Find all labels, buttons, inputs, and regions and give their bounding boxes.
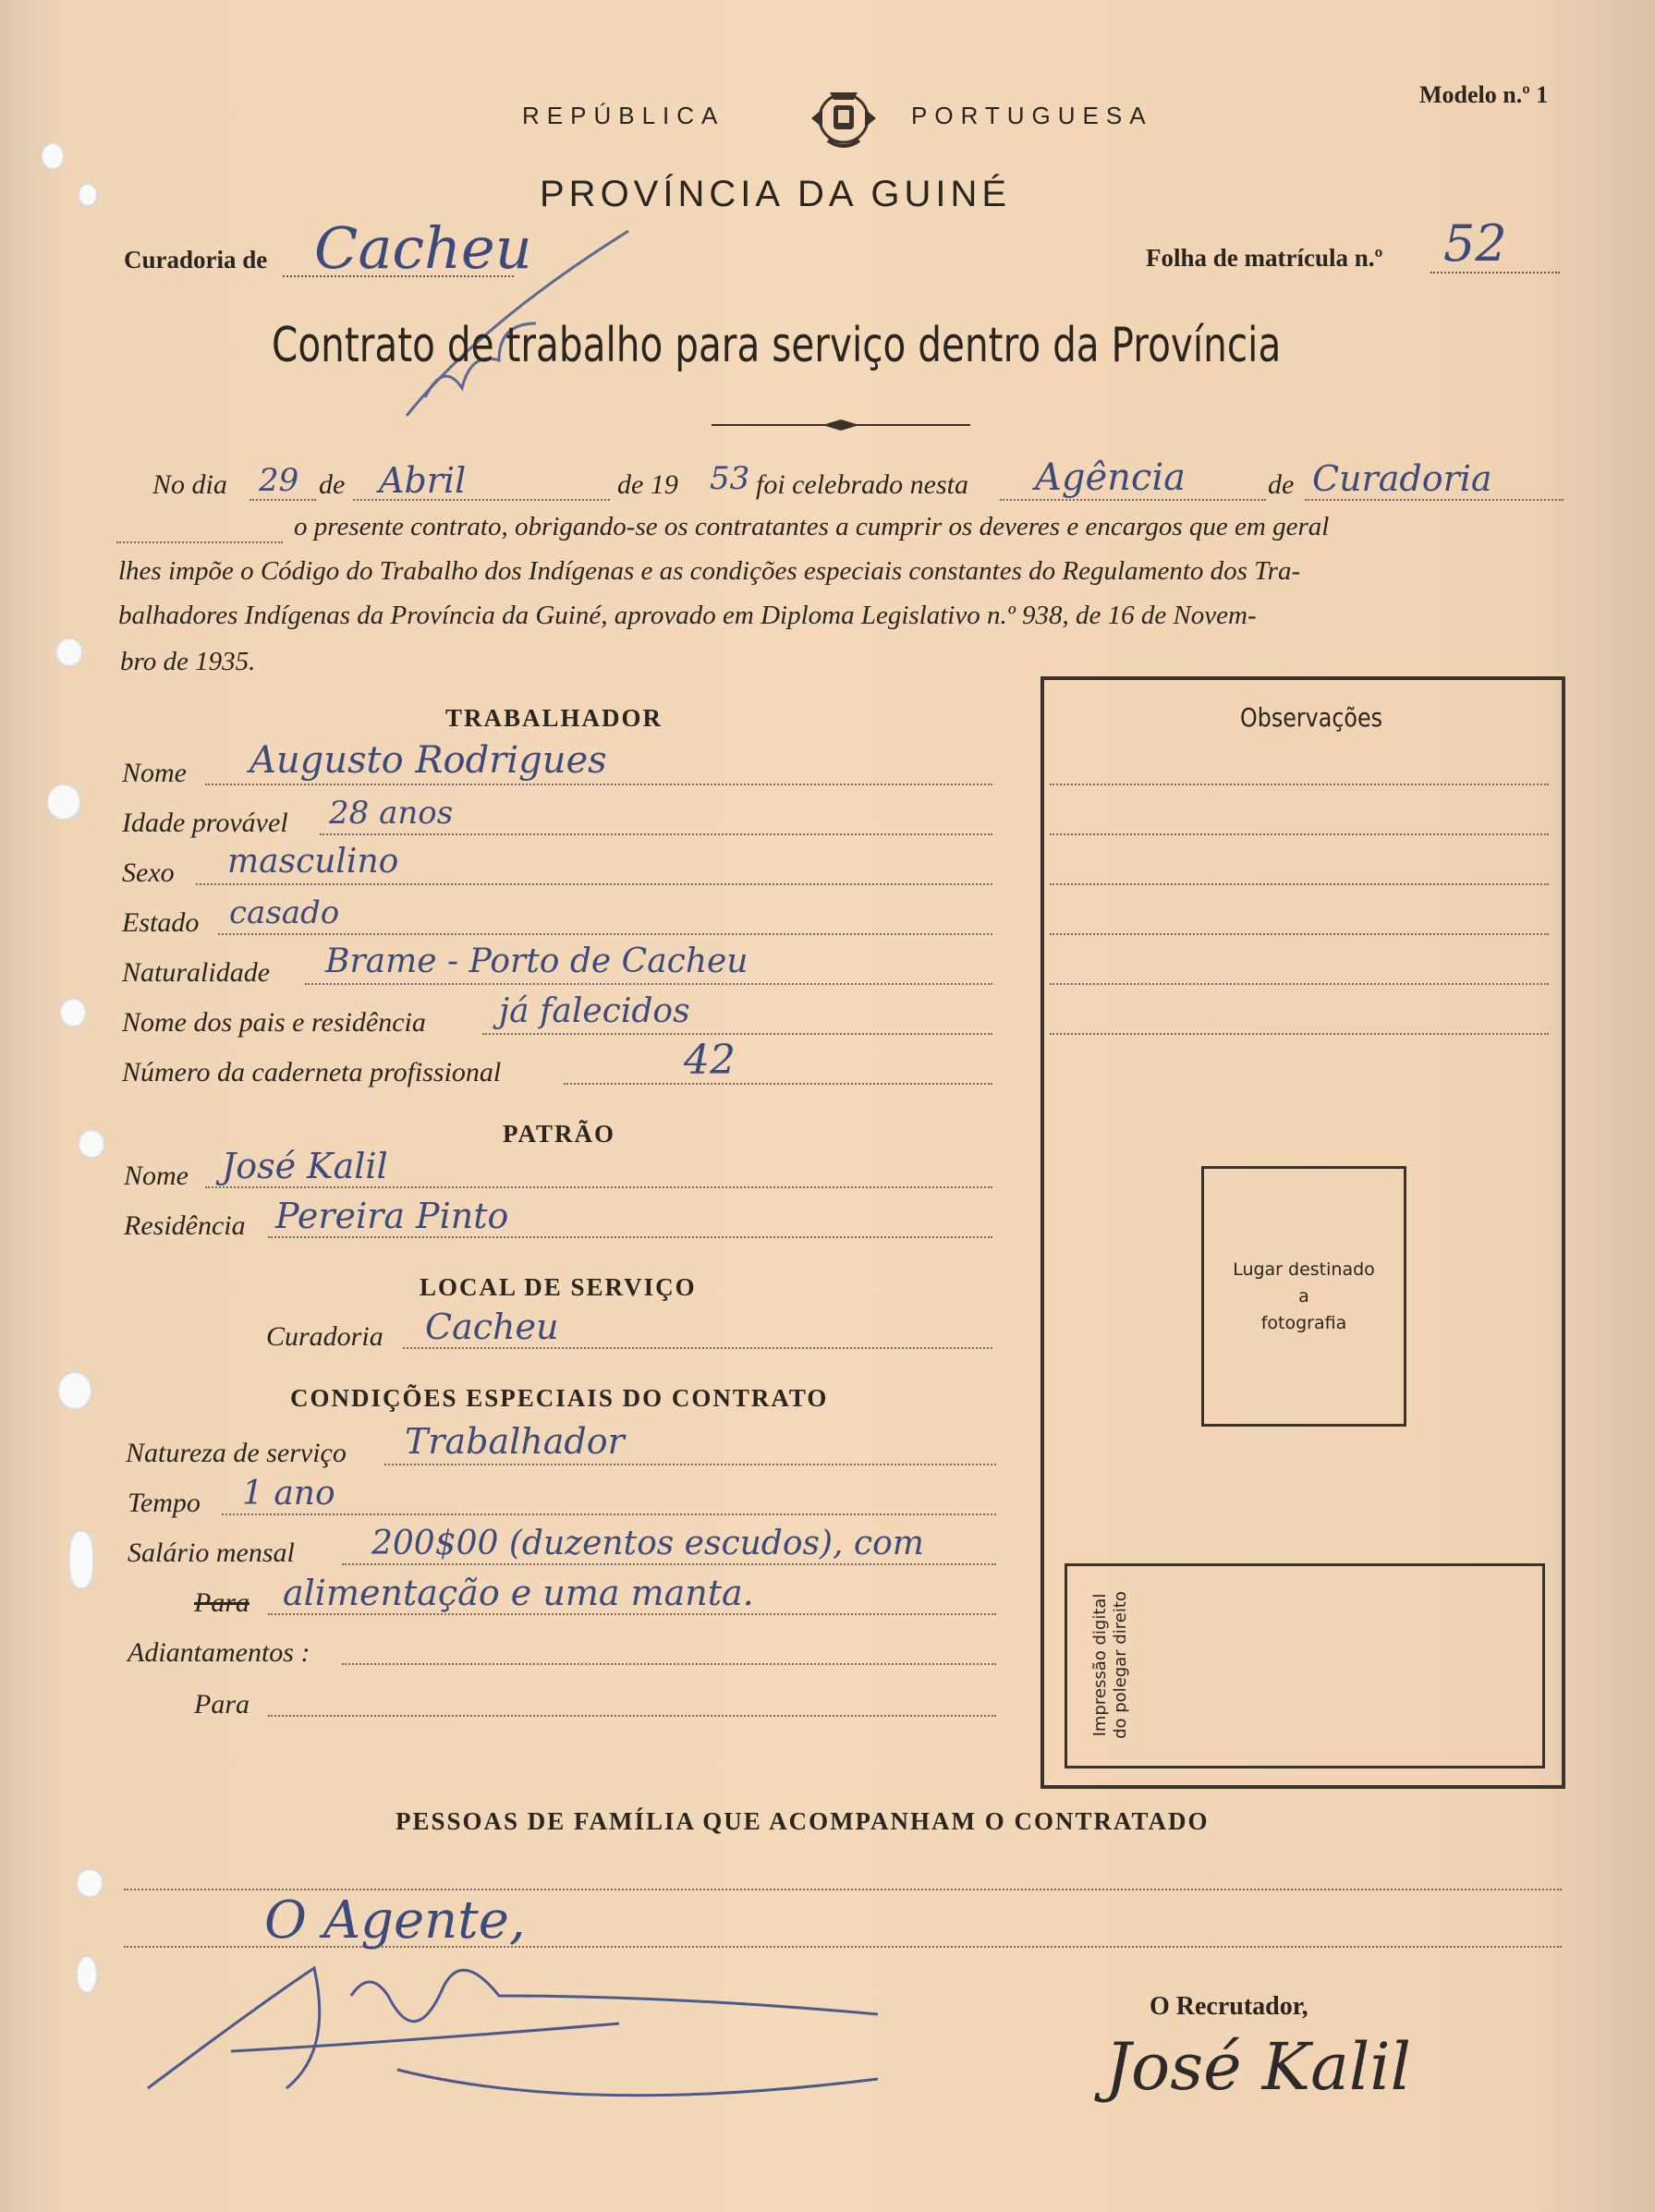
residencia-label: Residência [124, 1210, 246, 1241]
observacoes-line [1050, 784, 1549, 785]
modelo-number: Modelo n.º 1 [1419, 81, 1549, 108]
local-curadoria-field [403, 1347, 992, 1349]
place2-value: Curadoria [1312, 458, 1492, 499]
familia-title: PESSOAS DE FAMÍLIA QUE ACOMPANHAM O CONTRATADO [395, 1807, 1210, 1835]
curadoria-label: Curadoria de [124, 246, 268, 273]
para-value: alimentação e uma manta. [283, 1573, 754, 1613]
patrao-nome-label: Nome [124, 1161, 189, 1191]
pais-value: já falecidos [499, 992, 690, 1030]
place2-field [1305, 499, 1564, 501]
intro-line-4: balhadores Indígenas da Província da Guiné, aprovado em Diploma Legislativo n.º 938, de 16 de Novem- [118, 601, 1257, 630]
place-field [1000, 499, 1266, 501]
observacoes-line [1050, 1033, 1549, 1035]
photo-caption-line: a [1298, 1286, 1309, 1307]
para2-field [268, 1715, 996, 1717]
idade-label: Idade provável [122, 808, 288, 838]
folha-label: Folha de matrícula n.º [1146, 244, 1383, 272]
sexo-field [196, 883, 992, 885]
estado-label: Estado [122, 907, 200, 938]
patrao-nome-value: José Kalil [222, 1146, 388, 1186]
curadoria-value: Cacheu [314, 214, 532, 282]
nome-field [205, 784, 992, 785]
punch-hole [55, 638, 83, 667]
foi-label: foi celebrado nesta [756, 469, 968, 500]
residencia-value: Pereira Pinto [275, 1196, 509, 1236]
coat-of-arms-icon [802, 85, 885, 152]
residencia-field [268, 1236, 992, 1238]
place-value: Agência [1035, 456, 1186, 499]
intro-line-2: o presente contrato, obrigando-se os contratantes a cumprir os deveres e encargos que em geral [294, 512, 1330, 541]
estado-value: casado [229, 894, 340, 931]
intro-line-5: bro de 1935. [120, 647, 256, 676]
observacoes-line [1050, 883, 1549, 885]
fingerprint-caption-line: Impressão digital [1090, 1593, 1110, 1737]
punch-hole [41, 142, 65, 170]
caderneta-field [564, 1083, 992, 1085]
sexo-label: Sexo [122, 857, 175, 888]
idade-value: 28 anos [329, 795, 454, 832]
adiantamentos-field [342, 1663, 996, 1665]
patrao-nome-field [205, 1186, 992, 1188]
naturalidade-value: Brame - Porto de Cacheu [325, 942, 748, 980]
salario-field [342, 1563, 996, 1565]
para-field [268, 1613, 996, 1615]
local-curadoria-label: Curadoria [266, 1321, 383, 1352]
title-divider [712, 416, 970, 434]
pais-label: Nome dos pais e residência [122, 1007, 426, 1038]
salario-value: 200$00 (duzentos escudos), com [371, 1525, 924, 1562]
punch-hole [59, 998, 87, 1027]
observacoes-line [1050, 833, 1549, 835]
caderneta-label: Número da caderneta profissional [122, 1057, 502, 1088]
condicoes-title: CONDIÇÕES ESPECIAIS DO CONTRATO [290, 1384, 829, 1412]
nome-value: Augusto Rodrigues [249, 739, 607, 782]
no-dia-label: No dia [152, 469, 227, 500]
observacoes-title: Observações [1240, 702, 1383, 733]
estado-field [218, 933, 992, 935]
punch-hole [57, 1371, 92, 1410]
agente-label: O Agente, [264, 1890, 526, 1951]
punch-hole [76, 1955, 98, 1994]
natureza-field [384, 1464, 996, 1465]
republica-left: REPÚBLICA [522, 102, 725, 129]
local-title: LOCAL DE SERVIÇO [420, 1273, 697, 1301]
contract-title: Contrato de trabalho para serviço dentro da Província [272, 318, 1282, 373]
intro-line-3: lhes impõe o Código do Trabalho dos Indígenas e as condições especiais constantes do Regulamento dos Tra- [118, 556, 1301, 586]
fingerprint-caption [1090, 1573, 1131, 1757]
fingerprint-caption-line: do polegar direito [1111, 1591, 1130, 1739]
natureza-value: Trabalhador [405, 1421, 625, 1462]
patrao-title: PATRÃO [503, 1120, 615, 1148]
photo-caption [1201, 1257, 1406, 1337]
natureza-label: Natureza de serviço [126, 1438, 347, 1468]
photo-caption-line: fotografia [1260, 1313, 1347, 1333]
para2-label: Para [194, 1689, 249, 1720]
fingerprint-box [1065, 1563, 1545, 1768]
day-field [249, 499, 316, 501]
blank-line [116, 541, 283, 543]
pais-field [482, 1033, 992, 1035]
photo-caption-line: Lugar destinado [1233, 1259, 1375, 1280]
observacoes-line [1050, 983, 1549, 985]
recrutador-signature: José Kalil [1105, 2029, 1411, 2105]
punch-hole [78, 183, 98, 207]
de-label-2: de [1268, 469, 1295, 500]
adiantamentos-label: Adiantamentos : [128, 1637, 310, 1668]
month-value: Abril [379, 460, 467, 501]
de-19-label: de 19 [617, 469, 678, 500]
recrutador-label: O Recrutador, [1150, 1992, 1308, 2021]
idade-field [320, 833, 992, 835]
folha-value: 52 [1443, 214, 1507, 273]
sexo-value: masculino [227, 843, 399, 881]
de-label-1: de [319, 469, 346, 500]
punch-hole [46, 784, 81, 820]
nome-label: Nome [122, 758, 187, 788]
tempo-label: Tempo [128, 1488, 201, 1518]
naturalidade-field [305, 983, 992, 985]
province-title: PROVÍNCIA DA GUINÉ [540, 174, 1012, 214]
salario-label: Salário mensal [128, 1537, 295, 1568]
day-value: 29 [259, 462, 299, 499]
caderneta-value: 42 [684, 1037, 736, 1084]
local-curadoria-value: Cacheu [425, 1307, 559, 1347]
tempo-field [222, 1513, 996, 1515]
para-label: Para [194, 1587, 249, 1618]
agente-signature [120, 1940, 915, 2097]
republica-right: PORTUGUESA [911, 102, 1153, 129]
punch-hole [68, 1530, 94, 1589]
tempo-value: 1 ano [242, 1475, 335, 1513]
year-value: 53 [710, 460, 750, 497]
punch-hole [76, 1868, 103, 1898]
trabalhador-title: TRABALHADOR [445, 704, 663, 732]
naturalidade-label: Naturalidade [122, 957, 271, 988]
punch-hole [78, 1129, 105, 1159]
observacoes-line [1050, 933, 1549, 935]
